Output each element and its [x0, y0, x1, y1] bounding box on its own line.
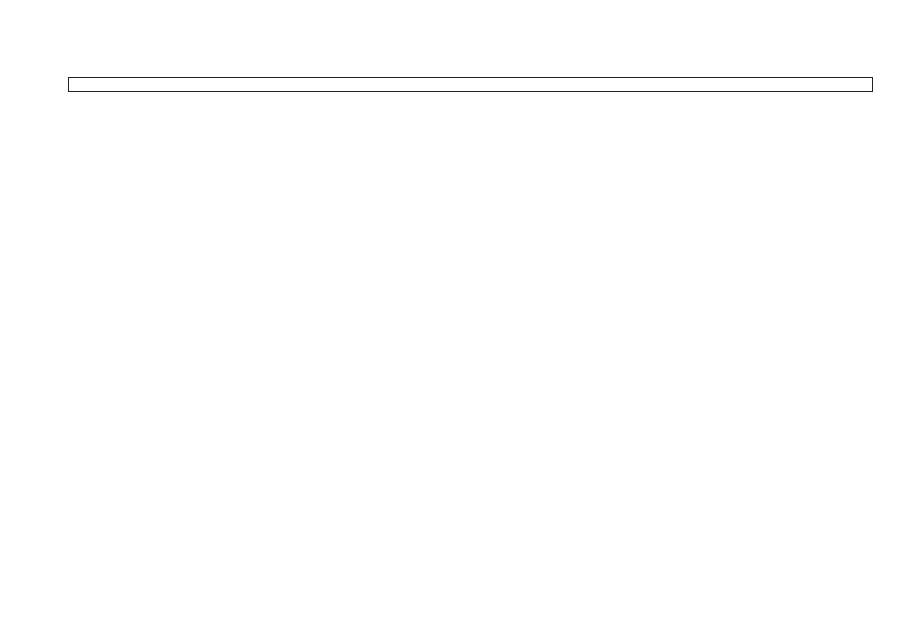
table-header-row	[68, 77, 873, 92]
